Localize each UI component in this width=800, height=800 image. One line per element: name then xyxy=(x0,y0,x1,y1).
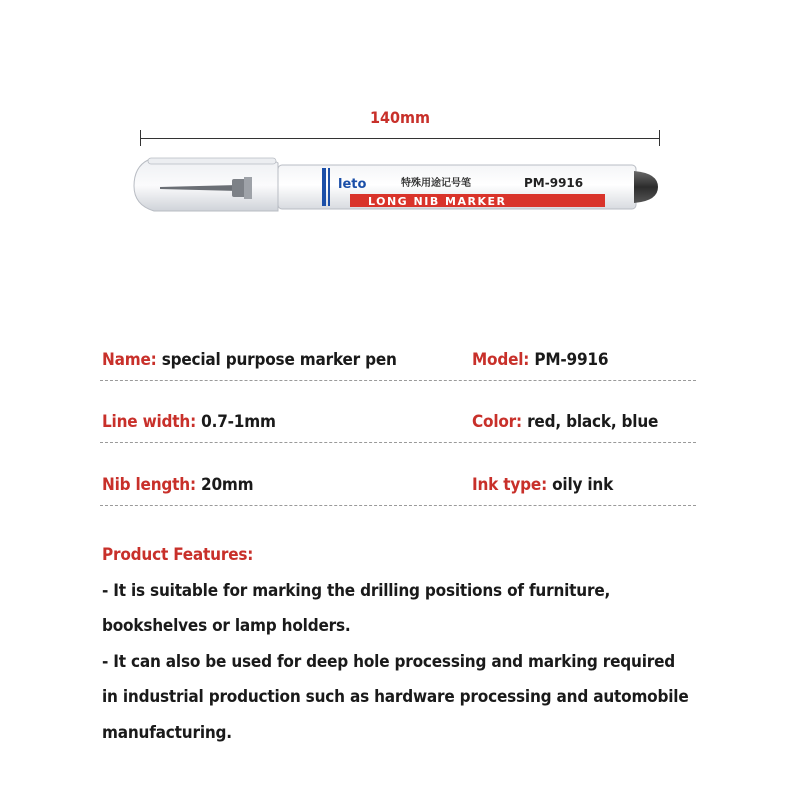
dimension-line xyxy=(140,138,660,139)
pen-chinese-text: 特殊用途记号笔 xyxy=(401,178,471,189)
color-spec xyxy=(472,412,658,432)
line-width-spec xyxy=(102,412,276,432)
line-width-value: 0.7-1mm xyxy=(201,412,276,432)
feature-line: bookshelves or lamp holders. xyxy=(102,616,351,636)
pen-clip xyxy=(148,158,276,164)
nib-length-label: Nib length: xyxy=(102,475,196,495)
ink-type-label: Ink type: xyxy=(472,475,547,495)
model-value: PM-9916 xyxy=(534,350,609,370)
pen-band-text: LONG NIB MARKER xyxy=(368,195,507,208)
marker-pen-image xyxy=(128,155,668,225)
color-value: red, black, blue xyxy=(527,412,659,432)
model-spec xyxy=(472,350,608,370)
spec-row-2 xyxy=(100,412,700,452)
feature-line: - It can also be used for deep hole processing and marking required xyxy=(102,651,676,672)
dimension-tick-right xyxy=(659,130,660,146)
pen-model-print: PM-9916 xyxy=(524,176,584,190)
dimension-tick-left xyxy=(140,130,141,146)
feature-line: - It is suitable for marking the drilling positions of furniture, xyxy=(102,580,611,601)
product-features xyxy=(102,538,722,751)
length-label: 140mm xyxy=(369,108,431,127)
divider-2 xyxy=(100,442,696,443)
pen-end-tip xyxy=(634,171,658,203)
length-dimension xyxy=(130,108,670,148)
feature-line: manufacturing. xyxy=(102,722,232,743)
model-label: Model: xyxy=(472,350,530,370)
nib-length-value: 20mm xyxy=(201,475,254,495)
pen-brand: leto xyxy=(338,177,367,192)
spec-row-1 xyxy=(100,350,700,390)
divider-3 xyxy=(100,505,696,506)
feature-line: in industrial production such as hardware processing and automobile xyxy=(102,687,689,707)
divider-1 xyxy=(100,380,696,381)
color-label: Color: xyxy=(472,412,522,432)
ink-type-spec xyxy=(472,475,613,495)
ink-type-value: oily ink xyxy=(552,475,614,495)
name-value: special purpose marker pen xyxy=(161,350,397,370)
features-title: Product Features: xyxy=(102,545,254,565)
name-label: Name: xyxy=(102,350,157,370)
line-width-label: Line width: xyxy=(102,412,197,432)
spec-row-3 xyxy=(100,475,700,515)
pen-cap xyxy=(134,160,278,211)
nib-length-spec xyxy=(102,475,253,495)
name-spec xyxy=(102,350,397,370)
